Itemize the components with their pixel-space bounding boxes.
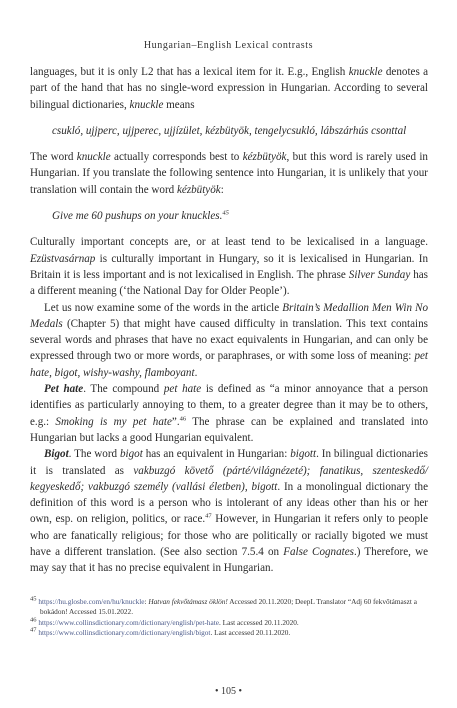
text-run: Accessed 20.11.2020; DeepL Translator “Adj 60 fekvőtámaszt a bokádon! Accessed 15.01.2022. <box>40 597 417 617</box>
main-text <box>30 64 428 577</box>
paragraph-2 <box>30 149 428 198</box>
italic-term: knuckle <box>129 98 164 111</box>
footnote-number: 46 <box>30 616 37 624</box>
footnote-46 <box>30 618 428 628</box>
footnote-link[interactable]: https://www.collinsdictionary.com/dictionary/english/bigot <box>38 627 211 637</box>
italic-term: vakbuzgó követő (párté/világnézeté); fanatikus, szenteskedő/ kegyeskedő; vakbuzgó személy (vallási életben), bigott <box>30 464 428 493</box>
text-run: . <box>194 366 198 379</box>
italic-term: kézbütyök <box>242 151 287 164</box>
text-run: . In a monolingual dictionary the definition of this word is a person who is intolerant of any ideas other than his or her own, esp. on religion, politics, or race. <box>30 480 429 526</box>
text-run: .) Therefore, we may say that it has no precise equivalent in Hungarian. <box>30 546 428 575</box>
text-run: However, in Hungarian it refers only to people who are fanatically religious; for those who are politically or racially bigoted we must have a different translation. (See also section 7.5.4 on <box>30 513 428 559</box>
paragraph-4 <box>30 300 428 381</box>
italic-term: pet hate <box>163 383 202 396</box>
italic-term: knuckle <box>348 66 383 78</box>
footnote-number: 45 <box>30 595 37 603</box>
text-run: . The word <box>68 448 120 461</box>
footnote-ref-45[interactable]: 45 <box>222 209 229 217</box>
block-quote-1: csukló, ujjperc, ujjperec, ujjízület, kézbütyök, tengelycsukló, lábszárhús csonttal <box>52 124 407 137</box>
text-run: . Last accessed 20.11.2020. <box>218 617 299 627</box>
text-run: means <box>163 98 195 111</box>
text-run: has an equivalent in Hungarian: <box>142 448 291 461</box>
footnotes <box>30 597 428 638</box>
italic-term: kézbütyök <box>176 183 221 196</box>
quote-text: Give me 60 pushups on your knuckles. <box>52 210 223 223</box>
italic-term: False Cognates <box>283 546 354 559</box>
italic-term: Silver Sunday <box>348 268 411 281</box>
run-in-heading: Bigot <box>44 448 69 461</box>
footnote-47 <box>30 628 428 638</box>
text-run: . In bilingual dictionaries it is translated as <box>30 448 428 477</box>
text-run: The phrase can be explained and translated into Hungarian but lacks a good Hungarian equivalent. <box>30 415 429 444</box>
italic-term: knuckle <box>76 151 111 164</box>
footnote-link[interactable]: https://www.collinsdictionary.com/dictionary/english/pet-hate <box>38 617 219 627</box>
text-run: Let us now examine some of the words in the article <box>44 301 283 314</box>
italic-term: Ezüstvasárnap <box>30 252 96 265</box>
paragraph-5 <box>30 381 428 446</box>
text-run: , but this word is rarely used in Hungarian. If you translate the following sentence into Hungarian, it is unlikely that your translation will contain the word <box>30 151 428 196</box>
italic-term: bigott <box>290 448 317 461</box>
text-run: The word <box>30 151 77 164</box>
italic-term: Hatvan fekvőtámasz öklön! <box>148 597 228 606</box>
text-run: languages, but it is only L2 that has a lexical item for it. E.g., English <box>30 66 349 78</box>
paragraph-3 <box>30 234 428 299</box>
text-run: has a different meaning (‘the National Day for Older People’). <box>30 268 428 298</box>
text-run: denotes a part of the hand that has no single-word expression in Hungarian. According to several bilingual dictionaries, <box>30 66 429 111</box>
italic-term: pet hate, bigot, wishy-washy, flamboyant <box>30 350 428 379</box>
text-run: Culturally important concepts are, or at least tend to be lexicalised in a language. <box>30 236 428 249</box>
text-run: : <box>144 597 149 606</box>
paragraph-1 <box>30 64 428 113</box>
run-in-heading: Pet hate <box>44 383 84 396</box>
page-number: • 105 • <box>214 686 242 697</box>
text-run: is culturally important in Hungary, so it is lexicalised in Hungarian. In Britain it is less important and is not lexicalised in English. The phrase <box>30 252 428 281</box>
italic-term: bigot <box>120 448 143 461</box>
footnote-ref-46[interactable]: 46 <box>179 414 187 422</box>
text-run: (Chapter 5) that might have caused difficulty in translation. This text contains several words and phrases that have no exact equivalents in Hungarian, and can only be expressed through two or more words, or paraphrases, or with some loss of meaning: <box>30 317 428 363</box>
text-run: ”. <box>171 415 180 428</box>
footnote-link[interactable]: https://hu.glosbe.com/en/hu/knuckle <box>38 597 145 606</box>
italic-term: Britain’s Medallion Men Win No Medals <box>30 301 429 330</box>
paragraph-6 <box>30 446 428 576</box>
text-run: : <box>220 183 224 196</box>
text-run: . Last accessed 20.11.2020. <box>210 627 291 637</box>
footnote-number: 47 <box>30 626 37 634</box>
running-header: Hungarian–English Lexical contrasts <box>143 40 314 51</box>
footnote-45 <box>30 597 428 618</box>
text-run: is defined as “a minor annoyance that a person identifies as particularly annoying to them, to a greater degree than it may be to others, e.g.: <box>30 383 429 428</box>
italic-term: Smoking is my pet hate <box>55 415 172 428</box>
block-quote-2 <box>52 208 428 224</box>
footnote-ref-47[interactable]: 47 <box>205 512 212 520</box>
text-run: actually corresponds best to <box>110 151 243 164</box>
text-run: . The compound <box>83 383 164 396</box>
